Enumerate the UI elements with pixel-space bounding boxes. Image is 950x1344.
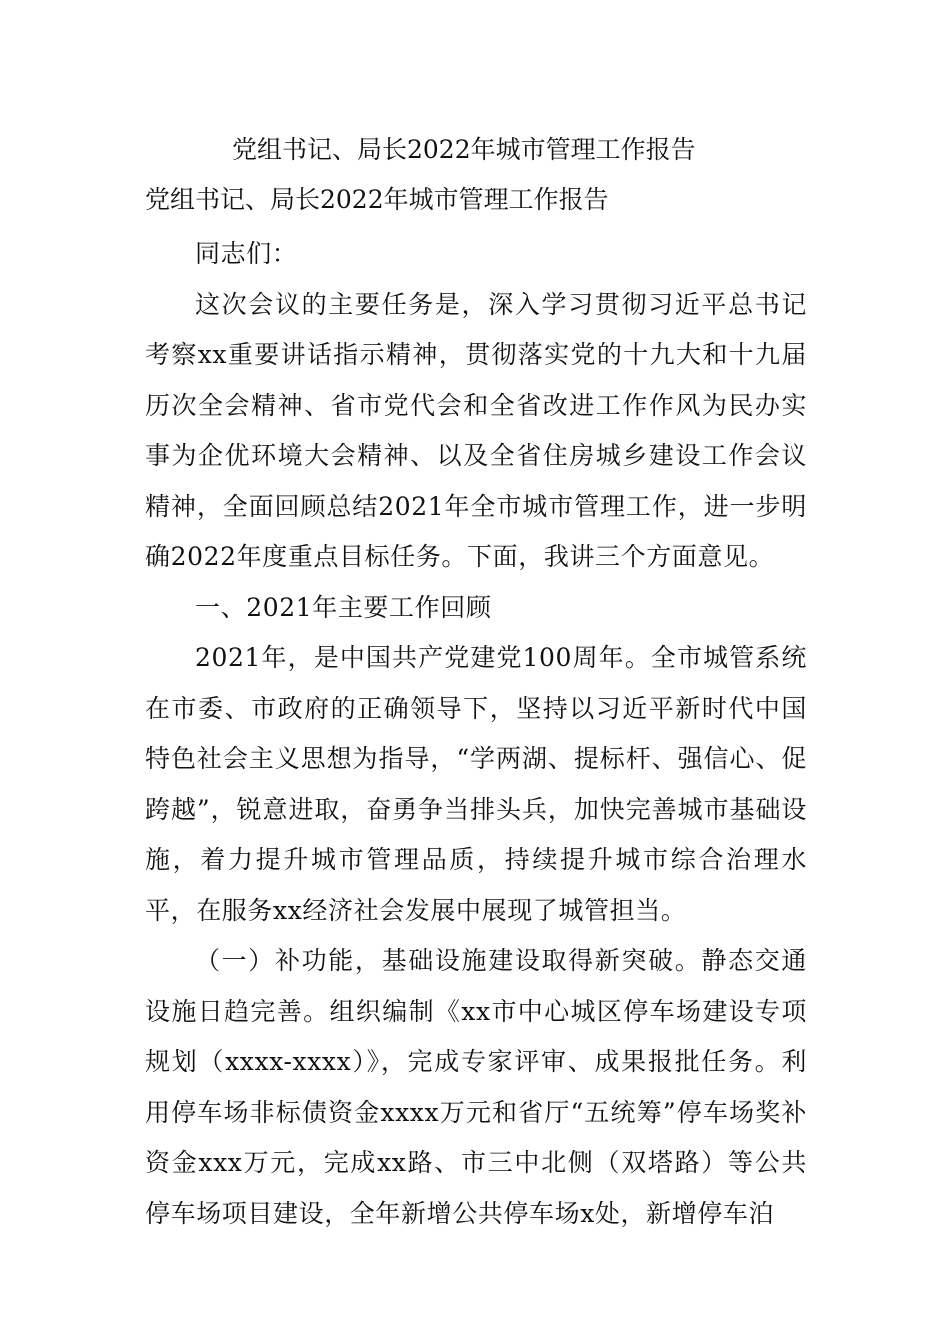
document-title: 党组书记、局长2022年城市管理工作报告 (232, 135, 696, 164)
paragraph-intro: 这次会议的主要任务是，深入学习贯彻习近平总书记考察xx重要讲话指示精神，贯彻落实党的十九大和十九届历次全会精神、省市党代会和全省改进工作作风为民办实事为企优环境大会精神、以及全省住房城乡建设工作会议精神，全面回顾总结2021年全市城市管理工作，进一步明确2022年度重点目标任务。下面，我讲三个方面意见。 (145, 289, 807, 571)
paragraph-review: 2021年，是中国共产党建党100周年。全市城管系统在市委、市政府的正确领导下，坚持以习近平新时代中国特色社会主义思想为指导，“学两湖、提标杆、强信心、促跨越”，锐意进取，奋勇争当排头兵，加快完善城市基础设施，着力提升城市管理品质，持续提升城市综合治理水平，在服务xx经济社会发展中展现了城管担当。 (145, 643, 807, 925)
section-heading-1: 一、2021年主要工作回顾 (195, 592, 492, 622)
paragraph-infrastructure: （一）补功能，基础设施建设取得新突破。静态交通设施日趋完善。组织编制《xx市中心城区停车场建设专项规划（xxxx-xxxx）》，完成专家评审、成果报批任务。利用停车场非标债资金xxxx万元和省厅“五统筹”停车场奖补资金xxx万元，完成xx路、市三中北侧（双塔路）等公共停车场项目建设，全年新增公共停车场x处，新增停车泊 (145, 946, 807, 1228)
paragraph-salutation: 同志们： (195, 239, 298, 268)
document-subtitle: 党组书记、局长2022年城市管理工作报告 (145, 185, 609, 214)
document-body (145, 229, 807, 1239)
